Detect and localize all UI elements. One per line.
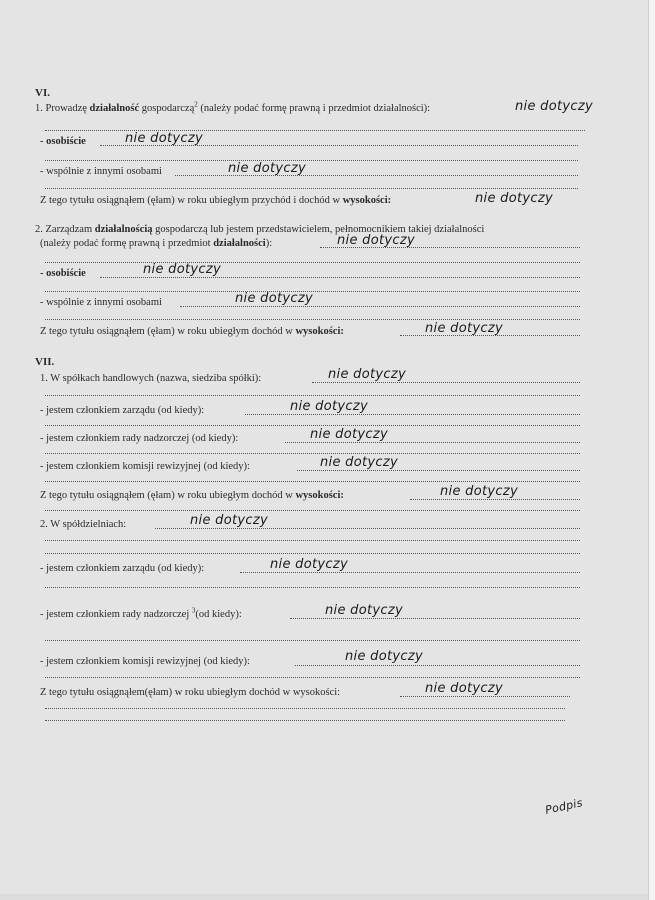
dotted-line [45, 481, 580, 482]
dotted-line [297, 470, 580, 471]
dotted-line [100, 277, 580, 278]
dotted-line [45, 708, 565, 709]
dotted-line [285, 442, 580, 443]
vi-1-rest: (należy podać formę prawną i przedmiot działalności): [197, 103, 431, 114]
answer-vii-1-dochod: nie dotyczy [440, 484, 518, 499]
dotted-line [45, 640, 580, 641]
footnote-3: 3 [191, 606, 196, 615]
answer-vi-1-dochod: nie dotyczy [475, 191, 553, 206]
dotted-line [290, 618, 580, 619]
dotted-line [45, 262, 580, 263]
dotted-line [45, 553, 580, 554]
vi-1-osobiscie: - osobiście [40, 136, 86, 147]
dotted-line [155, 528, 580, 529]
dotted-line [45, 720, 565, 721]
vii-2-rada: - jestem członkiem rady nadzorczej $^3$(od kiedy): [40, 606, 242, 620]
dotted-line [45, 395, 580, 396]
answer-vii-2: nie dotyczy [190, 513, 268, 528]
vi-2-dochod: Z tego tytułu osiągnąłem (ęłam) w roku ubiegłym dochód w wysokości: [40, 326, 344, 337]
vii-2-zarzad: - jestem członkiem zarządu (od kiedy): [40, 563, 205, 574]
vii-2-komisja: - jestem członkiem komisji rewizyjnej (od kiedy): [40, 656, 250, 667]
dotted-line [45, 453, 580, 454]
answer-vi-1-wspolnie: nie dotyczy [228, 161, 306, 176]
vi-2-text: 2. Zarządzam działalnością gospodarczą lub jestem przedstawicielem, pełnomocnikiem takiej działalności [35, 224, 485, 235]
dotted-line [410, 499, 580, 500]
answer-vi-2-wspolnie: nie dotyczy [235, 291, 313, 306]
vii-1-komisja: - jestem członkiem komisji rewizyjnej (od kiedy): [40, 461, 250, 472]
vi-1-post: gospodarczą [139, 103, 195, 114]
answer-vi-1-osobiscie: nie dotyczy [125, 131, 203, 146]
dotted-line [45, 188, 578, 189]
answer-vi-1: nie dotyczy [515, 99, 593, 114]
dotted-line [180, 306, 580, 307]
dotted-line [295, 665, 580, 666]
vii-1-dochod: Z tego tytułu osiągnąłem (ęłam) w roku ubiegłym dochód w wysokości: [40, 490, 344, 501]
answer-vi-2: nie dotyczy [337, 233, 415, 248]
answer-vii-1-komisja: nie dotyczy [320, 455, 398, 470]
vi-2-line2: (należy podać formę prawną i przedmiot działalności): [40, 238, 273, 249]
section-vi-heading: VI. [35, 87, 50, 99]
vi-1-bold: działalność [89, 103, 140, 114]
vi-2-osobiscie: - osobiście [40, 268, 86, 279]
vi-1-text [35, 102, 430, 115]
dotted-line [400, 696, 570, 697]
vii-1-text: 1. W spółkach handlowych (nazwa, siedziba spółki): [40, 373, 262, 384]
answer-vii-2-komisja: nie dotyczy [345, 649, 423, 664]
vi-1-pre: 1. Prowadzę [35, 103, 90, 114]
answer-vii-2-dochod: nie dotyczy [425, 681, 503, 696]
vii-2-dochod: Z tego tytułu osiągnąłem(ęłam) w roku ubiegłym dochód w wysokości: [40, 687, 341, 698]
page-edge [648, 0, 655, 900]
dotted-line [45, 160, 578, 161]
answer-vii-1-zarzad: nie dotyczy [290, 399, 368, 414]
answer-vii-2-zarzad: nie dotyczy [270, 557, 348, 572]
vi-1-dochod: Z tego tytułu osiągnąłem (ęłam) w roku ubiegłym przychód i dochód w wysokości: [40, 195, 392, 206]
dotted-line [45, 425, 580, 426]
dotted-line [45, 677, 580, 678]
answer-vi-2-dochod: nie dotyczy [425, 321, 503, 336]
dotted-line [245, 414, 580, 415]
answer-vii-1: nie dotyczy [328, 367, 406, 382]
section-vii-heading: VII. [35, 356, 55, 368]
dotted-line [45, 540, 580, 541]
dotted-line [45, 319, 580, 320]
dotted-line [45, 587, 580, 588]
vii-2-text: 2. W spółdzielniach: [40, 519, 127, 530]
dotted-line [45, 510, 580, 511]
answer-vii-1-rada: nie dotyczy [310, 427, 388, 442]
vi-1-wspolnie: - wspólnie z innymi osobami [40, 166, 162, 177]
dotted-line [240, 572, 580, 573]
answer-vi-2-osobiscie: nie dotyczy [143, 262, 221, 277]
vi-2-wspolnie: - wspólnie z innymi osobami [40, 297, 162, 308]
footnote-2: 2 [194, 100, 198, 109]
dotted-line [312, 382, 580, 383]
vii-1-zarzad: - jestem członkiem zarządu (od kiedy): [40, 405, 205, 416]
answer-vii-2-rada: nie dotyczy [325, 603, 403, 618]
signature: Podpis [544, 796, 584, 817]
vii-1-rada: - jestem członkiem rady nadzorczej (od kiedy): [40, 433, 239, 444]
